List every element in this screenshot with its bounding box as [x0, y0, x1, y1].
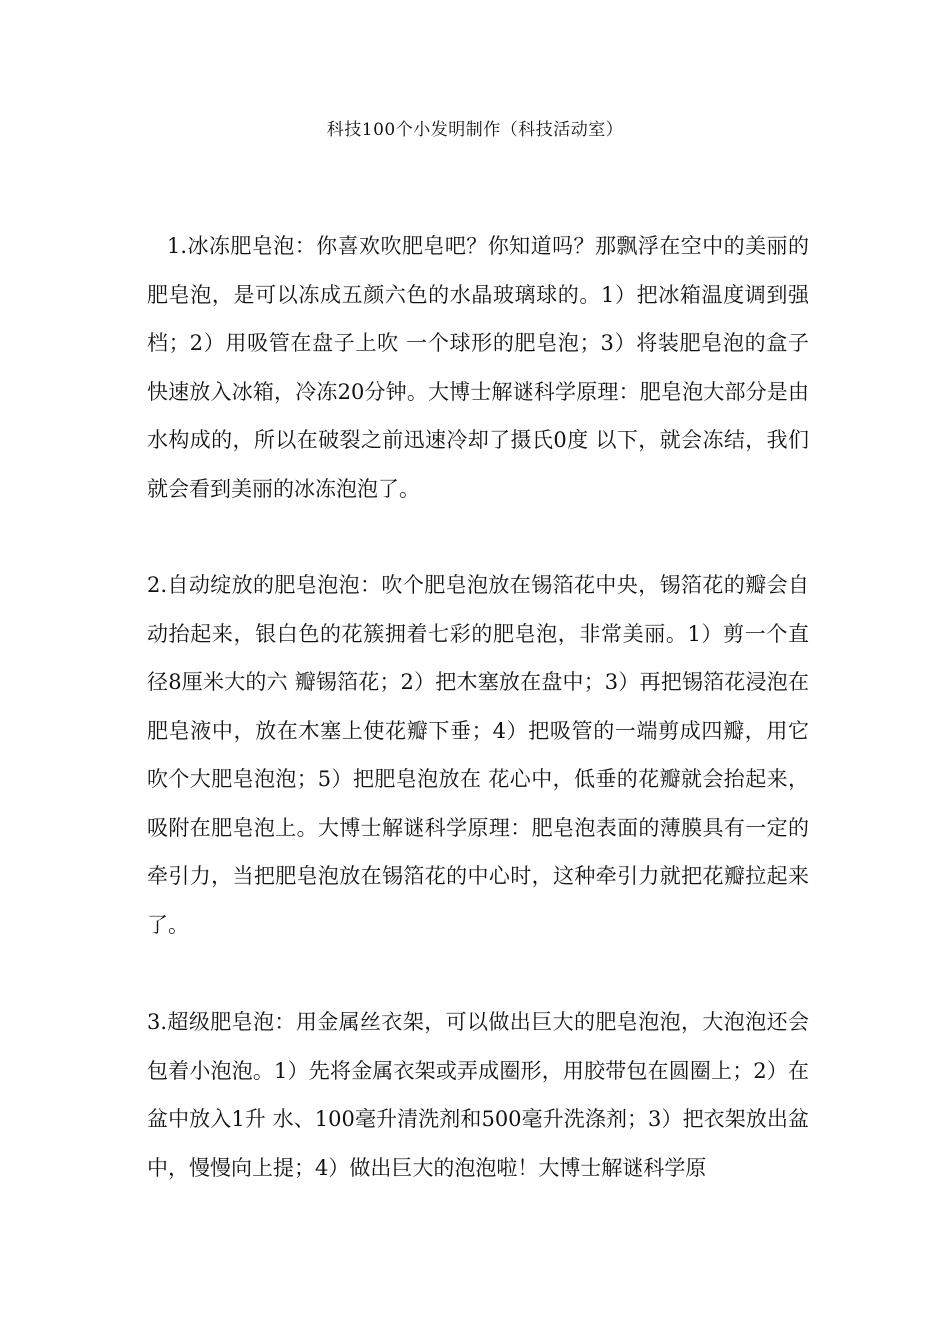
- document-title: 科技100个小发明制作（科技活动室）: [326, 120, 624, 140]
- paragraph-frozen-bubble: 1.冰冻肥皂泡：你喜欢吹肥皂吧？你知道吗？那飘浮在空中的美丽的肥皂泡，是可以冻成五颜六色的水晶玻璃球的。1）把冰箱温度调到强档；2）用吸管在盘子上吹 一个球形的肥皂泡；3）将装肥皂泡的盒子快速放入冰箱，冷冻20分钟。大博士解谜科学原理：肥皂泡大部分是由水构成的，所以在破裂之前迅速冷却了摄氏0度 以下，就会冻结，我们就会看到美丽的冰冻泡泡了。: [147, 234, 809, 501]
- paragraph-super-bubble: 3.超级肥皂泡：用金属丝衣架，可以做出巨大的肥皂泡泡，大泡泡还会包着小泡泡。1）先将金属衣架或弄成圈形，用胶带包在圆圈上；2）在盆中放入1升 水、100毫升清洗剂和500毫升洗涤剂；3）把衣架放出盆中，慢慢向上提；4）做出巨大的泡泡啦！大博士解谜科学原: [147, 1010, 809, 1180]
- paragraph-blooming-bubble: 2.自动绽放的肥皂泡泡：吹个肥皂泡放在锡箔花中央，锡箔花的瓣会自动抬起来，银白色的花簇拥着七彩的肥皂泡，非常美丽。1）剪一个直径8厘米大的六 瓣锡箔花；2）把木塞放在盘中；3）再把锡箔花浸泡在肥皂液中，放在木塞上使花瓣下垂；4）把吸管的一端剪成四瓣，用它吹个大肥皂泡泡；5）把肥皂泡放在 花心中，低垂的花瓣就会抬起来，吸附在肥皂泡上。大博士解谜科学原理：肥皂泡表面的薄膜具有一定的牵引力，当把肥皂泡放在锡箔花的中心时，这种牵引力就把花瓣拉起来了。: [147, 573, 809, 937]
